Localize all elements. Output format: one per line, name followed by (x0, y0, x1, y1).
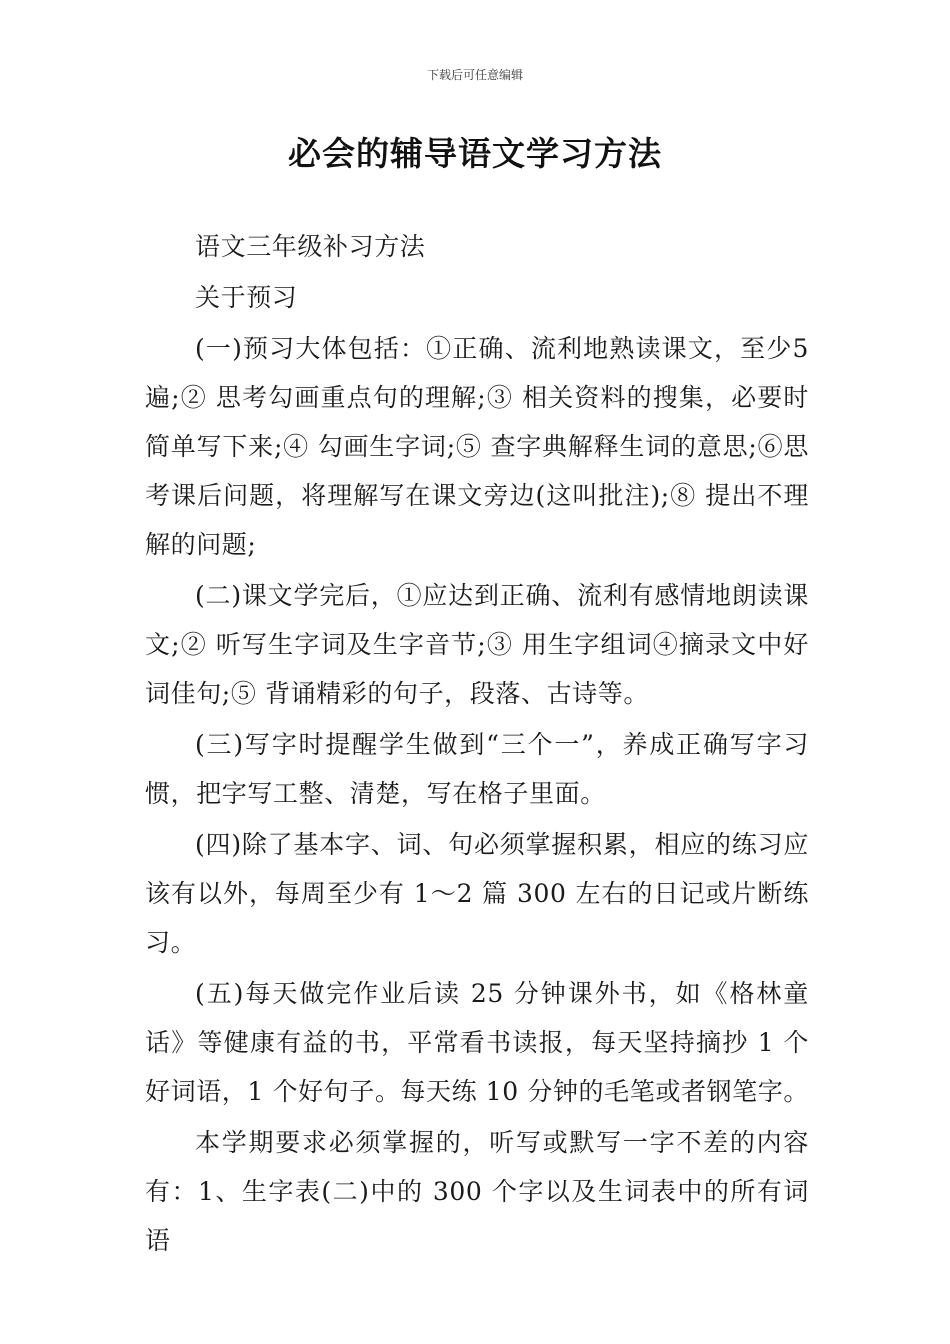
paragraph-preview: (一)预习大体包括：①正确、流利地熟读课文，至少5遍;② 思考勾画重点句的理解;③ 相关资料的搜集，必要时简单写下来;④ 勾画生字词;⑤ 查字典解释生词的意思;⑥思考课后问题，将理解写在课文旁边(这叫批注);⑧ 提出不理解的问题; (145, 334, 809, 559)
document-body (145, 222, 809, 1267)
paragraph-subheading: 关于预习 (195, 283, 298, 312)
paragraph-heading: 语文三年级补习方法 (195, 232, 426, 261)
paragraph-requirements: 本学期要求必须掌握的，听写或默写一字不差的内容有：1、生字表(二)中的 300 个字以及生词表中的所有词语 (145, 1128, 809, 1255)
paragraph-writing: (三)写字时提醒学生做到“三个一”，养成正确写字习惯，把字写工整、清楚，写在格子里面。 (145, 730, 809, 808)
paragraph-practice: (四)除了基本字、词、句必须掌握积累，相应的练习应该有以外，每周至少有 1～2 篇 300 左右的日记或片断练习。 (145, 830, 809, 957)
header-note: 下载后可任意编辑 (426, 68, 523, 82)
paragraph-reading: (五)每天做完作业后读 25 分钟课外书，如《格林童话》等健康有益的书，平常看书读报，每天坚持摘抄 1 个好词语，1 个好句子。每天练 10 分钟的毛笔或者钢笔字。 (145, 979, 809, 1106)
document-title: 必会的辅导语文学习方法 (288, 134, 662, 173)
paragraph-after-lesson: (二)课文学完后，①应达到正确、流利有感情地朗读课文;② 听写生字词及生字音节;③ 用生字组词④摘录文中好词佳句;⑤ 背诵精彩的句子，段落、古诗等。 (145, 581, 809, 708)
